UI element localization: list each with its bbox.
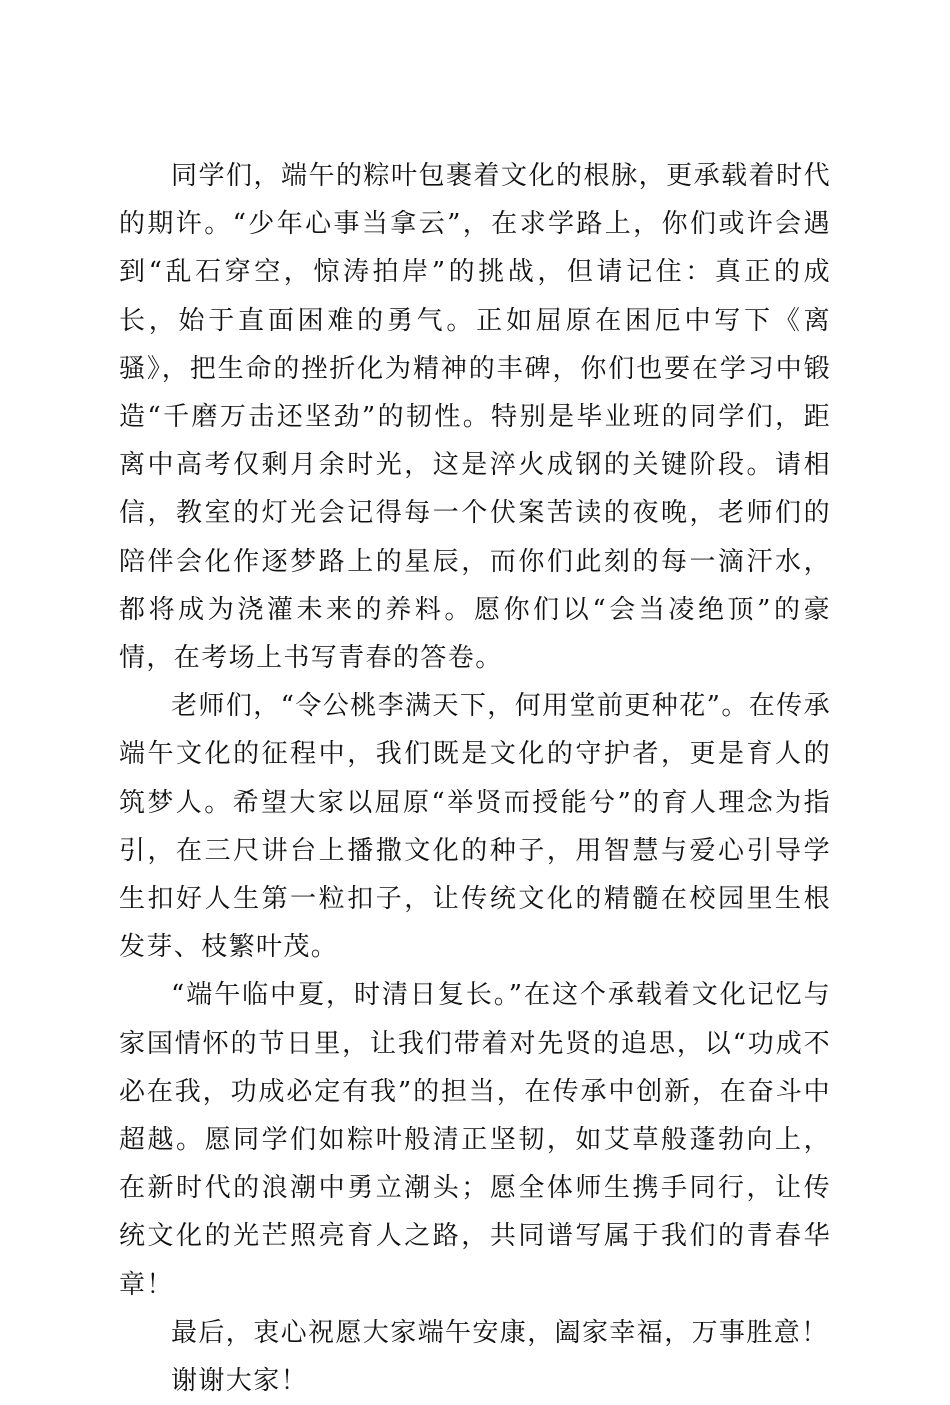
paragraph-thanks: 谢谢大家！ (171, 1366, 309, 1397)
paragraph-teachers: 老师们，“令公桃李满天下，何用堂前更种花”。在传承端午文化的征程中，我们既是文化的守护者，更是育人的筑梦人。希望大家以屈原“举贤而授能兮”的育人理念为指引，在三尺讲台上播撒文化的种子，用智慧与爱心引导学生扣好人生第一粒扣子，让传统文化的精髓在校园里生根发芽、枝繁叶茂。 (119, 691, 831, 963)
paragraph-students: 同学们，端午的粽叶包裹着文化的根脉，更承载着时代的期许。“少年心事当拿云”，在求学路上，你们或许会遇到“乱石穿空，惊涛拍岸”的挑战，但请记住：真正的成长，始于直面困难的勇气。正如屈原在困厄中写下《离骚》，把生命的挫折化为精神的丰碑，你们也要在学习中锻造“千磨万击还坚劲”的韧性。特别是毕业班的同学们，距离中高考仅剩月余时光，这是淬火成钢的关键阶段。请相信，教室的灯光会记得每一个伏案苦读的夜晚，老师们的陪伴会化作逐梦路上的星辰，而你们此刻的每一滴汗水，都将成为浇灌未来的养料。愿你们以“会当凌绝顶”的豪情，在考场上书写青春的答卷。 (119, 161, 831, 674)
paragraph-festival: “端午临中夏，时清日复长。”在这个承载着文化记忆与家国情怀的节日里，让我们带着对先贤的追思，以“功成不必在我，功成必定有我”的担当，在传承中创新，在奋斗中超越。愿同学们如粽叶般清正坚韧，如艾草般蓬勃向上，在新时代的浪潮中勇立潮头；愿全体师生携手同行，让传统文化的光芒照亮育人之路，共同谱写属于我们的青春华章！ (119, 980, 831, 1300)
speech-body (119, 152, 831, 1405)
paragraph-wishes: 最后，衷心祝愿大家端午安康，阖家幸福，万事胜意！ (171, 1317, 829, 1348)
